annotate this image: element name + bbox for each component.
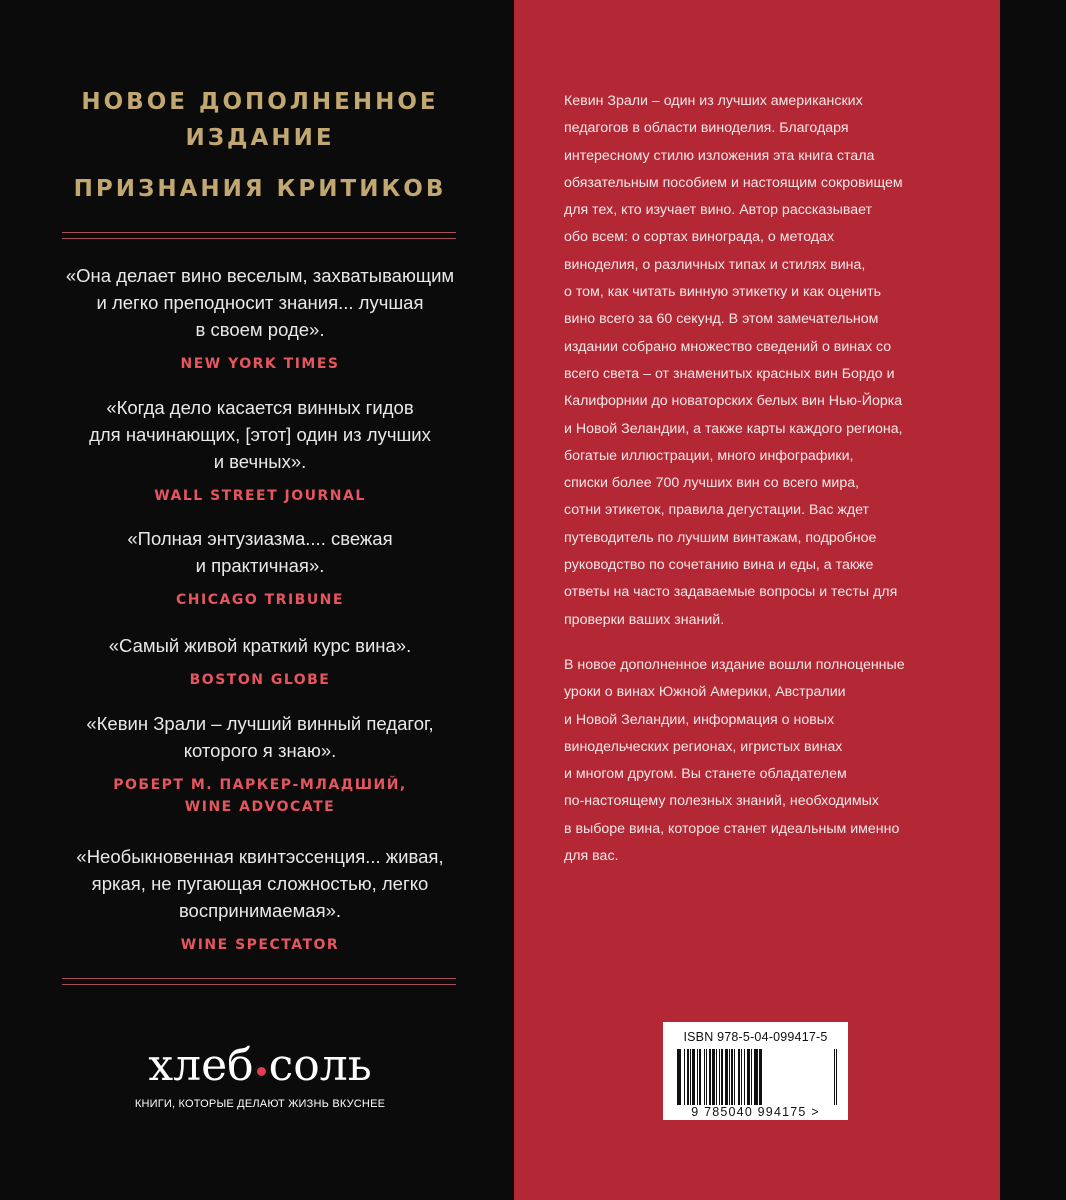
quote-item [40, 632, 480, 691]
edition-heading-line1: НОВОЕ ДОПОЛНЕННОЕ [81, 89, 439, 115]
divider-top [62, 232, 456, 239]
critics-heading: ПРИЗНАНИЯ КРИТИКОВ [73, 176, 447, 202]
description-paragraph: Кевин Зрали – один из лучших американских педагогов в области виноделия. Благодаря интересному стилю изложения эта книга стала обязательным пособием и настоящим сокровищем для тех, кто изучает вино. Автор рассказывает обо всем: о сортах винограда, о методах виноделия, о различных типах и стилях вина, о том, как читать винную этикетку и как оценить вино всего за 60 секунд. В этом замечательном издании собрано множество сведений о винах со всего света – от знаменитых красных вин Бордо и Калифорнии до новаторских белых вин Нью-Йорка и Новой Зеландии, а также карты каждого региона, богатые иллюстрации, много инфографики, списки более 700 лучших вин со всего мира, сотни этикеток, правила дегустации. Вас ждет путеводитель по лучшим винтажам, подробное руководство по сочетанию вина и еды, а также ответы на часто задаваемые вопросы и тесты для проверки ваших знаний. [564, 93, 903, 628]
quote-text: «Полная энтузиазма.... свежая и практичная». [127, 528, 393, 576]
quote-item [40, 525, 480, 611]
spine-edge [1000, 0, 1066, 1200]
quote-source: WINE SPECTATOR [180, 937, 340, 953]
publisher-wordmark [100, 1040, 420, 1092]
quote-item [40, 710, 480, 818]
publisher-tagline: КНИГИ, КОТОРЫЕ ДЕЛАЮТ ЖИЗНЬ ВКУСНЕЕ [134, 1098, 386, 1110]
edition-heading-line2: ИЗДАНИЕ [185, 125, 335, 151]
logo-word-right: соль [268, 1040, 372, 1091]
logo-word-left: хлеб [148, 1040, 254, 1091]
quote-source: NEW YORK TIMES [180, 356, 340, 372]
quote-text: «Кевин Зрали – лучший винный педагог, которого я знаю». [86, 713, 434, 761]
quote-item [40, 394, 480, 507]
divider-bottom [62, 978, 456, 985]
description-paragraph: В новое дополненное издание вошли полноценные уроки о винах Южной Америки, Австралии и Новой Зеландии, информация о новых винодельческих регионах, игристых винах и многом другом. Вы станете обладателем по-настоящему полезных знаний, необходимых в выборе вина, которое станет идеальным именно для вас. [564, 657, 905, 865]
isbn-digits: 9 785040 994175 > [691, 1105, 820, 1119]
quote-source: WALL STREET JOURNAL [154, 488, 366, 504]
quote-item [40, 843, 480, 956]
isbn-barcode [663, 1022, 848, 1120]
quote-text: «Она делает вино веселым, захватывающим и легко преподносит знания... лучшая в своем роде». [65, 265, 455, 340]
publisher-logo [100, 1040, 420, 1110]
quote-source: CHICAGO TRIBUNE [176, 592, 344, 608]
edition-heading [0, 84, 520, 156]
quote-text: «Самый живой краткий курс вина». [108, 635, 412, 656]
flower-icon [255, 1065, 268, 1078]
quote-text: «Необыкновенная квинтэссенция... живая, яркая, не пугающая сложностью, легко воспринимаемая». [76, 846, 444, 921]
isbn-label: ISBN 978-5-04-099417-5 [683, 1030, 828, 1044]
left-panel [0, 0, 514, 1200]
quote-source: BOSTON GLOBE [189, 672, 331, 688]
quote-source: РОБЕРТ М. ПАРКЕР-МЛАДШИЙ, WINE ADVOCATE [113, 777, 407, 815]
quote-text: «Когда дело касается винных гидов для начинающих, [этот] один из лучших и вечных». [89, 397, 431, 472]
barcode-icon [677, 1049, 837, 1105]
quote-item [40, 262, 480, 375]
